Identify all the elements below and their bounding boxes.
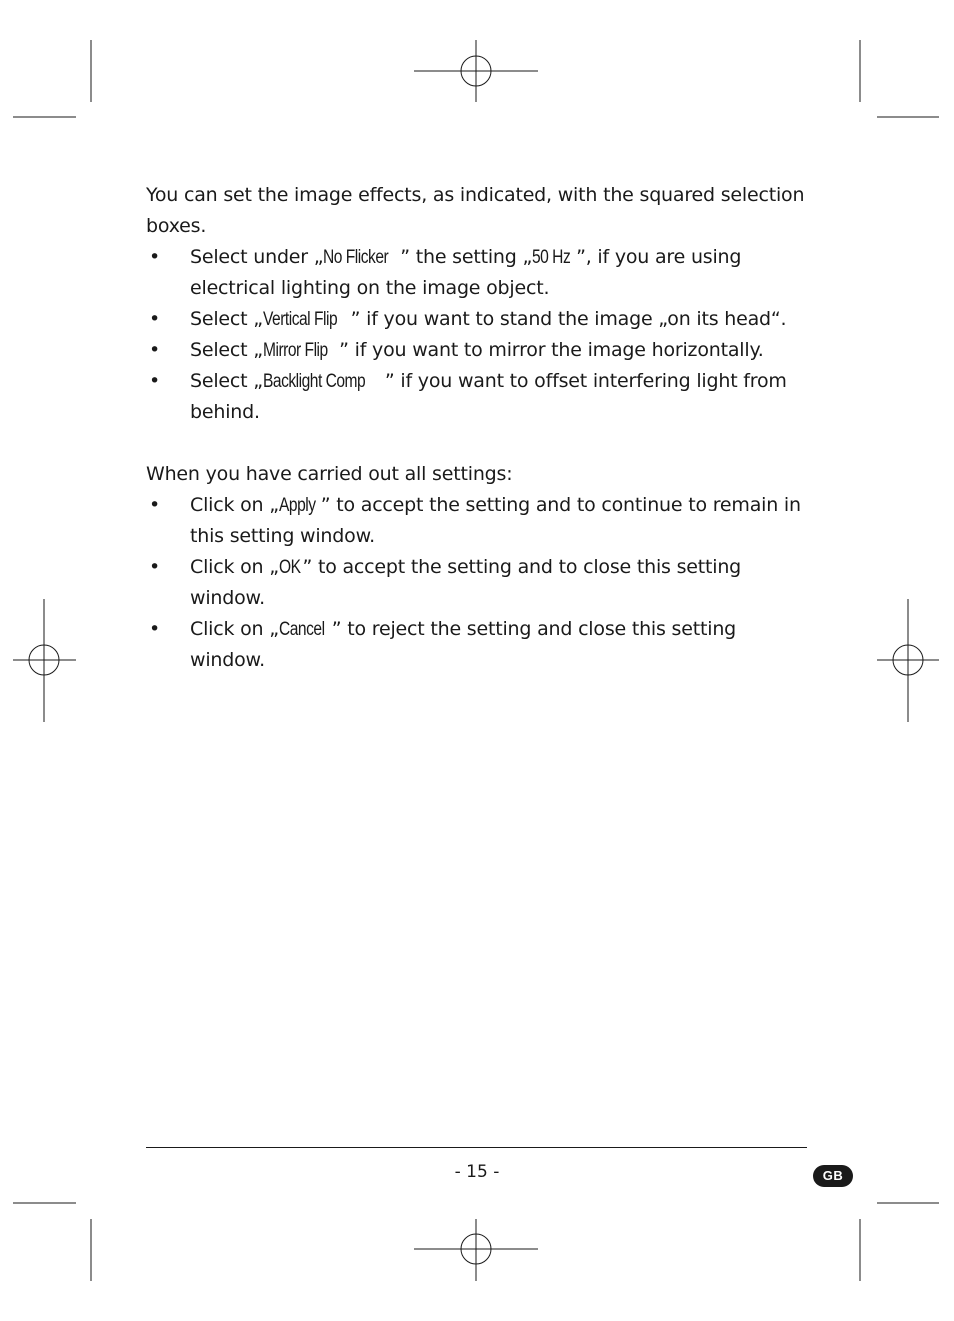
intro-paragraph: You can set the image effects, as indicated, with the squared selection boxes.	[146, 184, 805, 237]
settings-intro: When you have carried out all settings:	[146, 463, 513, 485]
list-item: • Select „Vertical Flip ” if you want to stand the image „on its head“.	[146, 304, 810, 335]
page-content	[146, 180, 810, 676]
keyword-mirror-flip: Mirror Flip	[262, 340, 328, 361]
keyword-cancel: Cancel	[278, 619, 325, 640]
list-item: • Select under „No Flicker ” the setting „50 Hz ”, if you are using electrical lighting on the image object.	[146, 242, 810, 304]
actions-list	[146, 490, 810, 676]
page-number: - 15 -	[454, 1162, 500, 1182]
footer-divider	[146, 1147, 807, 1148]
language-badge: GB	[813, 1165, 853, 1187]
keyword-no-flicker: No Flicker	[323, 247, 389, 268]
paragraph-spacer	[146, 428, 810, 459]
list-item: • Click on „Cancel ” to reject the setting and close this setting window.	[146, 614, 810, 676]
registration-target-left	[13, 599, 76, 722]
list-item: • Select „Mirror Flip ” if you want to mirror the image horizontally.	[146, 335, 810, 366]
keyword-backlight-comp: Backlight Comp	[262, 371, 366, 392]
list-item: • Click on „OK ” to accept the setting and to close this setting window.	[146, 552, 810, 614]
keyword-apply: Apply	[278, 495, 316, 516]
effects-list	[146, 242, 810, 428]
keyword-vertical-flip: Vertical Flip	[262, 309, 338, 330]
registration-target-top	[414, 40, 538, 102]
list-item: • Click on „Apply ” to accept the setting and to continue to remain in this setting window.	[146, 490, 810, 552]
registration-target-right	[877, 599, 939, 722]
list-item: • Select „Backlight Comp ” if you want to offset interfering light from behind.	[146, 366, 810, 428]
keyword-50hz: 50 Hz	[532, 247, 571, 268]
registration-target-bottom	[414, 1219, 538, 1281]
keyword-ok: OK	[278, 557, 301, 578]
